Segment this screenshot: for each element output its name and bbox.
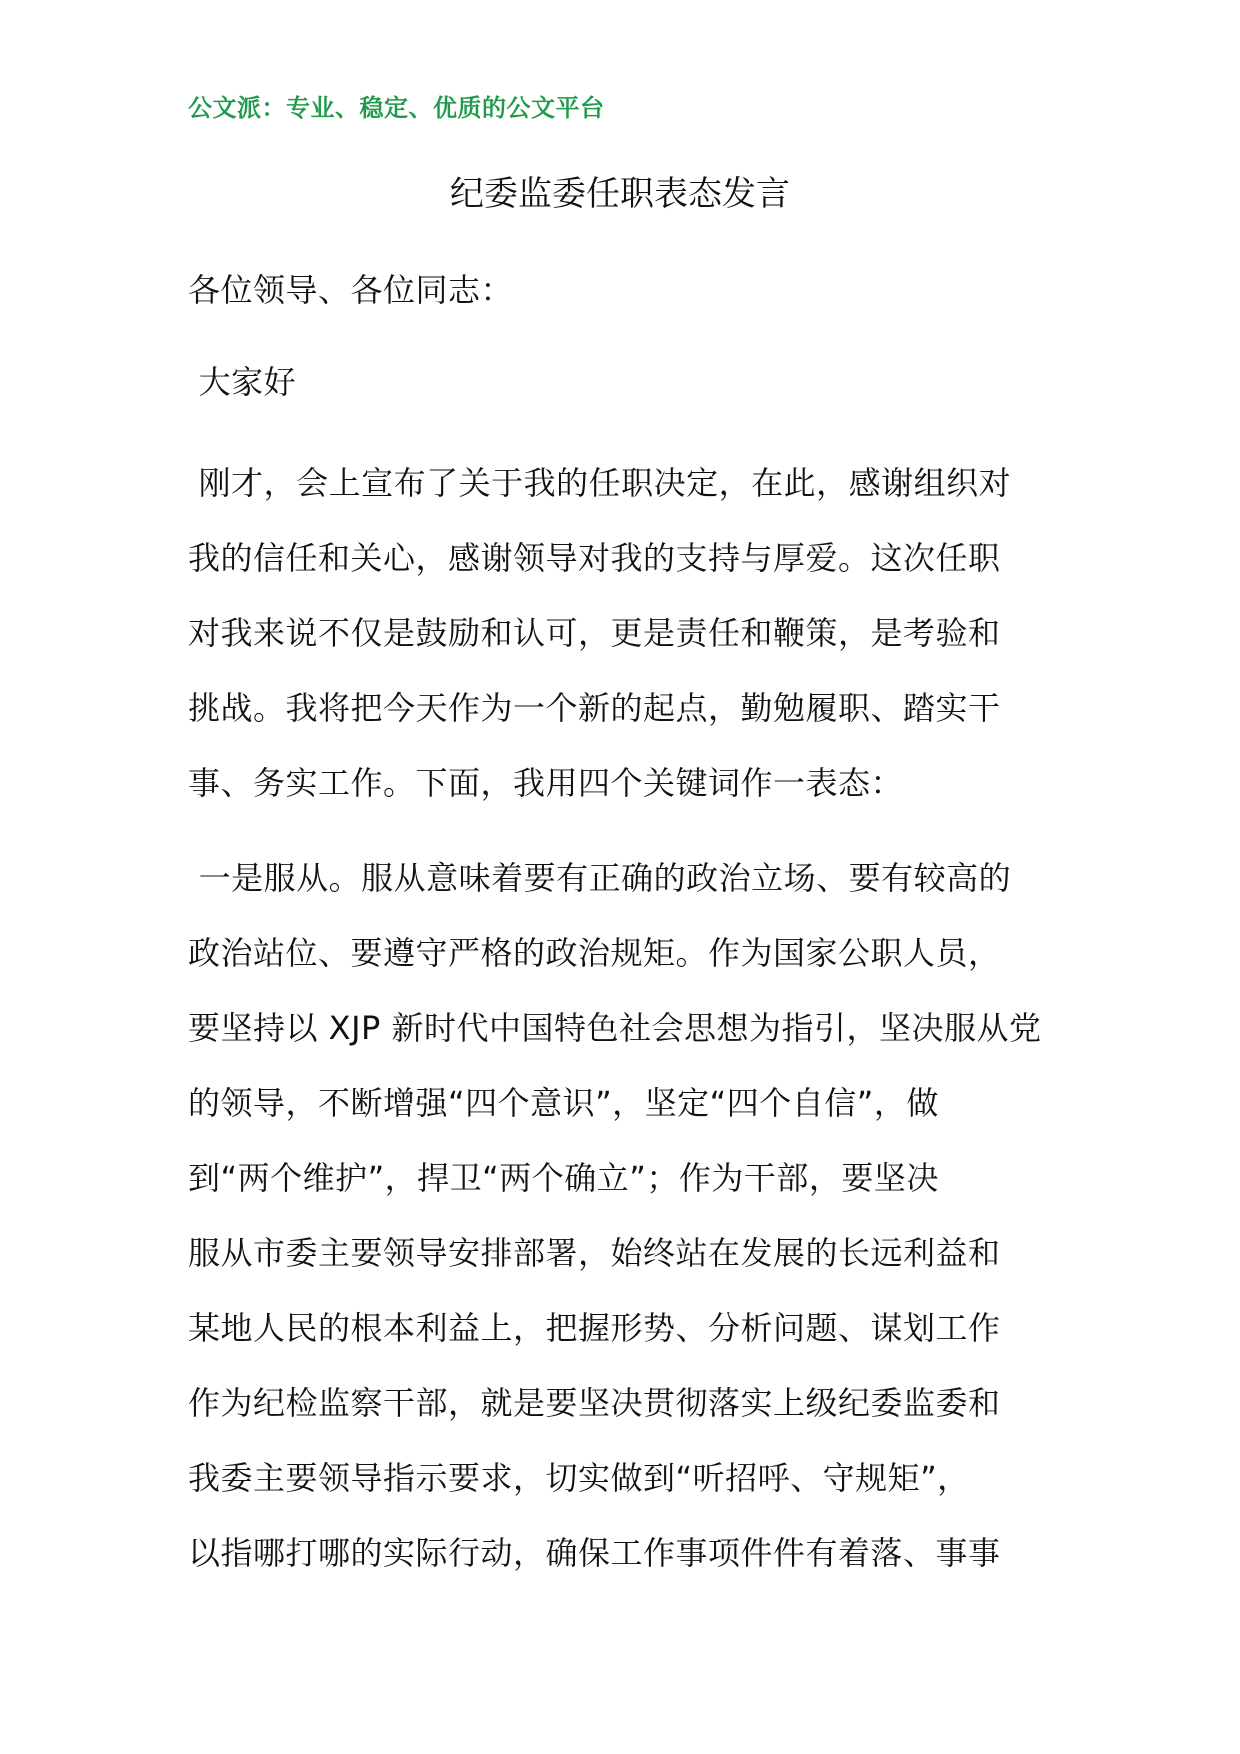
paragraph-2-line-5: 到“两个维护”，捍卫“两个确立”；作为干部，要坚决 <box>188 1159 939 1197</box>
paragraph-2-line-4: 的领导，不断增强“四个意识”，坚定“四个自信”，做 <box>188 1084 939 1122</box>
paragraph-2-line-3: 要坚持以 XJP 新时代中国特色社会思想为指引，坚决服从党 <box>188 1009 1042 1047</box>
paragraph-2-line-8: 作为纪检监察干部，就是要坚决贯彻落实上级纪委监委和 <box>188 1384 1001 1422</box>
paragraph-1-line-4: 挑战。我将把今天作为一个新的起点，勤勉履职、踏实干 <box>188 689 1001 727</box>
greeting: 大家好 <box>188 363 297 401</box>
paragraph-2-line-6: 服从市委主要领导安排部署，始终站在发展的长远利益和 <box>188 1234 1001 1272</box>
paragraph-1-line-5: 事、务实工作。下面，我用四个关键词作一表态： <box>188 764 904 802</box>
paragraph-1-line-2: 我的信任和关心，感谢领导对我的支持与厚爱。这次任职 <box>188 539 1001 577</box>
paragraph-2-line-1: 一是服从。服从意味着要有正确的政治立场、要有较高的 <box>188 859 1012 897</box>
paragraph-2-line-2: 政治站位、要遵守严格的政治规矩。作为国家公职人员， <box>188 934 1001 972</box>
paragraph-2-line-9: 我委主要领导指示要求，切实做到“听招呼、守规矩”， <box>188 1459 970 1497</box>
paragraph-2-line-7: 某地人民的根本利益上，把握形势、分析问题、谋划工作 <box>188 1309 1001 1347</box>
paragraph-1-line-1: 刚才，会上宣布了关于我的任职决定，在此，感谢组织对 <box>188 464 1012 502</box>
paragraph-1-line-3: 对我来说不仅是鼓励和认可，更是责任和鞭策，是考验和 <box>188 614 1001 652</box>
document-title: 纪委监委任职表态发言 <box>450 174 790 214</box>
paragraph-2-line-10: 以指哪打哪的实际行动，确保工作事项件件有着落、事事 <box>188 1534 1001 1572</box>
document-body <box>188 446 1056 1591</box>
header-brand: 公文派：专业、稳定、优质的公文平台 <box>188 93 605 122</box>
salutation: 各位领导、各位同志： <box>188 271 514 309</box>
